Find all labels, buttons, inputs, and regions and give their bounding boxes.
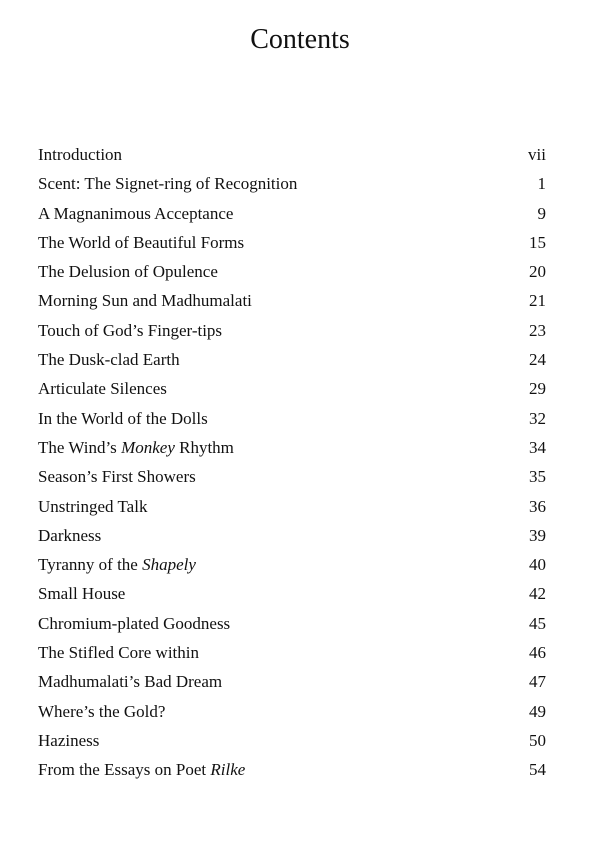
toc-entry-page-number: 9: [537, 203, 546, 223]
toc-entry-page-number: 35: [529, 467, 546, 487]
toc-entry: [34, 404, 546, 433]
toc-entry-title: [34, 199, 233, 228]
toc-entry-title-text: The Delusion of Opulence: [38, 262, 218, 282]
toc-entry-title-text: A Magnanimous Acceptance: [38, 203, 234, 223]
toc-entry-page-number: 21: [529, 291, 546, 311]
toc-entry-title: [34, 638, 199, 667]
toc-entry-title-text: Articulate Silences: [38, 379, 167, 399]
toc-entry-page-number: 42: [529, 584, 546, 604]
toc-entry-title-text: Touch of God’s Finger-tips: [38, 320, 223, 340]
toc-entry: [34, 609, 546, 638]
toc-entry-page-number: 39: [529, 525, 546, 545]
toc-entry: [34, 667, 546, 696]
page-title: Contents: [250, 24, 350, 55]
toc-entry: [34, 169, 546, 198]
toc-entry: [34, 755, 546, 784]
toc-entry: [34, 345, 546, 374]
toc-entry: [34, 521, 546, 550]
toc-entry-title-text: Darkness: [38, 525, 102, 545]
toc-entry: [34, 579, 546, 608]
toc-entry-title-text: Morning Sun and Madhumalati: [38, 291, 252, 311]
toc-entry: [34, 140, 546, 169]
toc-entry-title: [34, 169, 297, 198]
toc-entry-title-text: Season’s First Showers: [38, 467, 196, 487]
toc-entry-title: [34, 697, 165, 726]
toc-entry-page-number: 40: [529, 555, 546, 575]
table-of-contents: [34, 140, 546, 785]
toc-entry-title-text: Scent: The Signet-ring of Recognition: [38, 174, 298, 194]
toc-entry-title-text: Chromium-plated Goodness: [38, 613, 231, 633]
toc-entry: [34, 316, 546, 345]
toc-entry-title: [34, 433, 234, 462]
toc-entry-page-number: 20: [529, 262, 546, 282]
toc-entry-page-number: 47: [529, 672, 546, 692]
toc-entry: [34, 638, 546, 667]
toc-entry: [34, 374, 546, 403]
toc-entry-title: [34, 667, 222, 696]
toc-entry: [34, 697, 546, 726]
toc-entry-title-text: Haziness: [38, 730, 100, 750]
toc-entry-title-text: Small House: [38, 584, 126, 604]
toc-entry-title-italic: Rilke: [210, 760, 246, 780]
toc-entry-page-number: 46: [529, 643, 546, 663]
toc-entry-title-text: The Wind’s: [38, 437, 122, 457]
toc-entry-page-number: vii: [528, 145, 546, 164]
toc-entry-page-number: 45: [529, 613, 546, 633]
toc-entry: [34, 433, 546, 462]
toc-entry-title: [34, 579, 125, 608]
toc-entry: [34, 462, 546, 491]
toc-entry-page-number: 24: [529, 350, 546, 370]
toc-entry-title: [34, 755, 245, 784]
toc-entry-title-italic: Shapely: [142, 555, 196, 575]
toc-entry-page-number: 36: [529, 496, 546, 516]
toc-entry-page-number: 23: [529, 320, 546, 340]
toc-entry-title: [34, 492, 147, 521]
toc-entry-page-number: 32: [529, 408, 546, 428]
toc-entry: [34, 726, 546, 755]
toc-entry-title: [34, 228, 244, 257]
toc-entry: [34, 550, 546, 579]
toc-entry-title: [34, 726, 99, 755]
toc-entry-page-number: 54: [529, 760, 546, 780]
toc-entry-title-text: From the Essays on Poet: [38, 760, 211, 780]
toc-entry-title-text: Introduction: [38, 145, 123, 164]
toc-entry-title-text: Rhythm: [174, 437, 234, 457]
toc-entry-title-text: Madhumalati’s Bad Dream: [38, 672, 223, 692]
toc-entry-title: [34, 374, 167, 403]
toc-entry: [34, 286, 546, 315]
toc-entry-title-text: Where’s the Gold?: [38, 701, 166, 721]
toc-entry-title: [34, 257, 218, 286]
toc-entry-page-number: 50: [529, 730, 546, 750]
toc-entry-page-number: 15: [529, 232, 546, 252]
toc-entry: [34, 492, 546, 521]
toc-entry-page-number: 49: [529, 701, 546, 721]
toc-entry-title: [34, 404, 208, 433]
toc-entry-title-text: The Stifled Core within: [38, 643, 200, 663]
toc-entry-title: [34, 462, 196, 491]
toc-entry-title-text: In the World of the Dolls: [38, 408, 208, 428]
toc-entry-title: [34, 345, 180, 374]
toc-entry-title: [34, 609, 230, 638]
toc-entry-page-number: 34: [529, 437, 546, 457]
toc-entry-title-text: Tyranny of the: [38, 555, 143, 575]
toc-entry-title: [34, 140, 122, 169]
toc-entry-title: [34, 550, 196, 579]
toc-entry-title: [34, 316, 222, 345]
toc-entry: [34, 257, 546, 286]
toc-entry: [34, 199, 546, 228]
toc-entry: [34, 228, 546, 257]
toc-entry-title-italic: Monkey: [121, 437, 175, 457]
toc-entry-title-text: Unstringed Talk: [38, 496, 148, 516]
toc-entry-page-number: 1: [537, 174, 546, 194]
toc-entry-title-text: The World of Beautiful Forms: [38, 232, 245, 252]
toc-entry-page-number: 29: [529, 379, 546, 399]
toc-entry-title: [34, 286, 252, 315]
toc-entry-title-text: The Dusk-clad Earth: [38, 350, 180, 370]
toc-entry-title: [34, 521, 101, 550]
